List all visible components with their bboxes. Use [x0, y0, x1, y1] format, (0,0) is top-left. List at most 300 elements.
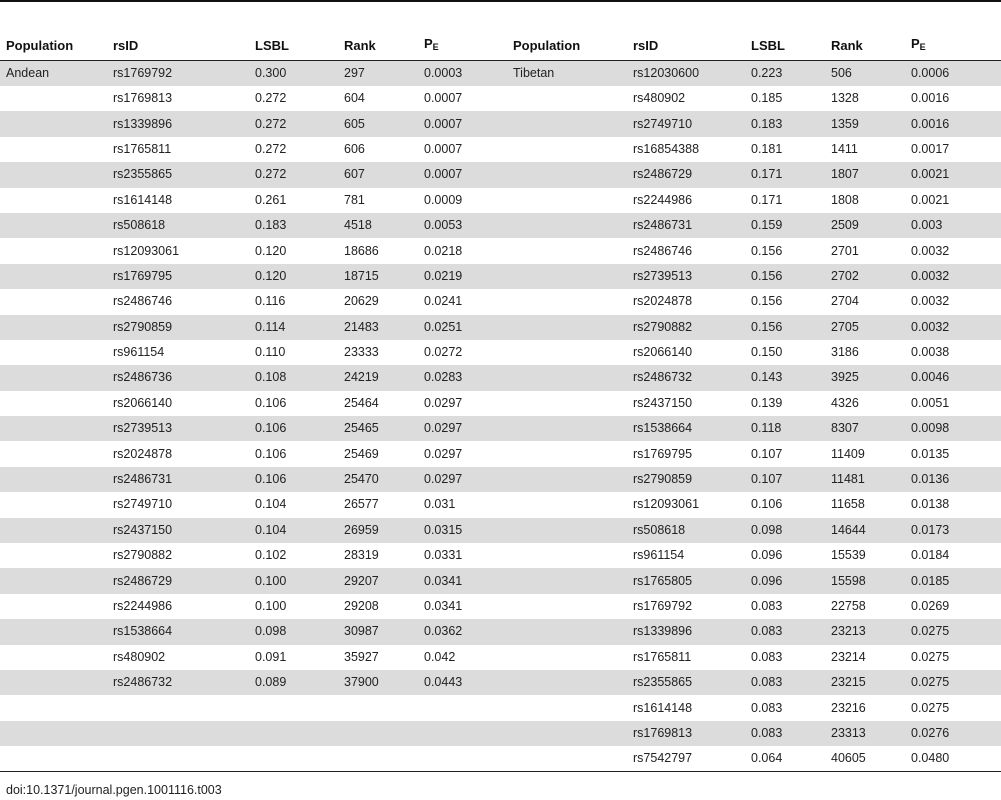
cell-andean-rsid: rs1339896 [107, 111, 249, 136]
cell-andean-population [0, 340, 107, 365]
cell-tibetan-rank: 11409 [831, 446, 865, 461]
cell-andean-lsbl: 0.300 [249, 61, 338, 87]
cell-tibetan-rsid: rs2437150 [633, 395, 693, 410]
cell-tibetan-rank: 14644 [825, 518, 905, 543]
cell-tibetan-population [507, 213, 627, 238]
cell-andean-rank: 4518 [338, 213, 418, 238]
cell-tibetan-population [507, 441, 627, 466]
cell-tibetan-rank: 15598 [825, 568, 905, 593]
cell-andean-pe: 0.0297 [418, 467, 507, 492]
cell-tibetan-rank: 2704 [831, 294, 859, 309]
cell-tibetan-population [507, 568, 627, 593]
cell-tibetan-lsbl: 0.156 [745, 264, 825, 289]
cell-andean-population [0, 137, 107, 162]
cell-tibetan-rank: 40605 [831, 751, 866, 766]
cell-andean-population [0, 518, 107, 543]
cell-tibetan-rank: 2701 [831, 243, 859, 258]
cell-andean-pe: 0.0007 [424, 91, 463, 106]
cell-tibetan-rsid: rs2790859 [627, 467, 745, 492]
header-pe-andean [418, 31, 507, 61]
cell-andean-rsid: rs2486746 [113, 294, 173, 309]
cell-andean-population [0, 111, 107, 136]
cell-andean-rank: 29207 [338, 568, 418, 593]
cell-andean-pe: 0.0341 [424, 599, 463, 613]
cell-andean-pe: 0.0297 [424, 395, 463, 410]
cell-tibetan-lsbl: 0.107 [751, 446, 783, 461]
cell-tibetan-lsbl: 0.083 [751, 700, 783, 715]
cell-tibetan-lsbl: 0.150 [751, 345, 783, 360]
cell-tibetan-rank: 4326 [831, 395, 859, 410]
cell-andean-rank: 18715 [338, 264, 418, 289]
cell-andean-rank [338, 721, 418, 746]
cell-andean-pe [418, 721, 507, 746]
cell-andean-population [0, 264, 107, 289]
cell-andean-pe: 0.0007 [418, 111, 507, 136]
cell-tibetan-population [507, 365, 627, 390]
cell-andean-rsid [107, 695, 249, 720]
cell-tibetan-pe: 0.0017 [911, 141, 950, 156]
cell-andean-rank: 25465 [338, 416, 418, 441]
cell-andean-rank: 18686 [344, 243, 379, 258]
cell-tibetan-rsid: rs508618 [627, 518, 745, 543]
header-population-andean: Population [6, 38, 74, 53]
cell-andean-lsbl: 0.110 [255, 345, 286, 360]
cell-tibetan-rsid: rs961154 [633, 548, 685, 563]
table-row [0, 619, 1001, 644]
cell-andean-lsbl: 0.104 [249, 518, 338, 543]
cell-andean-pe: 0.0003 [418, 61, 507, 87]
cell-andean-pe [418, 695, 507, 720]
cell-andean-rsid: rs1769813 [113, 91, 173, 106]
cell-andean-population [0, 467, 107, 492]
cell-tibetan-population [507, 645, 627, 670]
table-row [0, 137, 1001, 162]
cell-andean-population [0, 441, 107, 466]
cell-andean-population [0, 238, 107, 263]
cell-andean-population [0, 619, 107, 644]
cell-tibetan-rsid: rs2739513 [627, 264, 745, 289]
cell-tibetan-rsid: rs2486729 [627, 162, 745, 187]
cell-andean-pe: 0.0331 [424, 548, 463, 563]
cell-tibetan-rank: 2702 [825, 264, 905, 289]
cell-andean-rsid: rs480902 [113, 649, 166, 664]
cell-tibetan-lsbl: 0.139 [751, 395, 783, 410]
cell-tibetan-rank: 15539 [831, 548, 866, 563]
cell-andean-pe: 0.042 [424, 649, 456, 664]
cell-tibetan-pe: 0.0275 [905, 619, 1001, 644]
cell-andean-rsid: rs1765811 [113, 141, 172, 156]
cell-tibetan-rank: 3925 [825, 365, 905, 390]
cell-andean-population [0, 416, 107, 441]
cell-tibetan-rsid: rs16854388 [633, 141, 700, 156]
cell-tibetan-rsid: rs2790882 [627, 315, 745, 340]
cell-tibetan-rsid: rs2024878 [633, 294, 693, 309]
cell-tibetan-rsid: rs1769795 [633, 446, 693, 461]
cell-tibetan-population [507, 162, 627, 187]
cell-andean-rsid: rs2739513 [107, 416, 249, 441]
cell-tibetan-population [507, 111, 627, 136]
cell-andean-lsbl: 0.183 [249, 213, 338, 238]
cell-andean-rsid: rs2244986 [113, 599, 173, 613]
cell-andean-lsbl: 0.106 [255, 395, 287, 410]
cell-tibetan-pe: 0.0098 [905, 416, 1001, 441]
cell-andean-lsbl: 0.091 [255, 649, 287, 664]
cell-andean-population [0, 365, 107, 390]
cell-tibetan-pe: 0.0006 [905, 61, 1001, 87]
cell-tibetan-rsid: rs1538664 [627, 416, 745, 441]
cell-tibetan-population [507, 315, 627, 340]
header-lsbl-tibetan: LSBL [751, 38, 785, 53]
table-row [0, 416, 1001, 441]
cell-andean-lsbl: 0.114 [249, 315, 338, 340]
cell-andean-pe: 0.0241 [424, 294, 463, 309]
cell-tibetan-population [507, 670, 627, 695]
header-rank-andean: Rank [344, 38, 376, 53]
header-rsid-andean: rsID [113, 38, 139, 53]
cell-tibetan-population [507, 467, 627, 492]
cell-tibetan-rank: 23215 [825, 670, 905, 695]
table-row [0, 391, 1001, 416]
cell-tibetan-pe: 0.0275 [905, 670, 1001, 695]
cell-tibetan-rank: 11481 [825, 467, 905, 492]
cell-tibetan-population [507, 492, 627, 517]
cell-andean-population [0, 695, 107, 720]
cell-tibetan-lsbl: 0.083 [751, 649, 783, 664]
cell-andean-rsid: rs2066140 [113, 395, 173, 410]
cell-tibetan-lsbl: 0.083 [745, 619, 825, 644]
cell-tibetan-lsbl: 0.156 [751, 294, 783, 309]
table-row [0, 315, 1001, 340]
cell-tibetan-lsbl: 0.096 [751, 548, 783, 563]
table-row [0, 86, 1001, 111]
table-row [0, 670, 1001, 695]
cell-andean-rsid [107, 746, 249, 771]
top-rule [0, 0, 1001, 2]
cell-tibetan-lsbl: 0.223 [745, 61, 825, 87]
cell-tibetan-rsid: rs2486731 [627, 213, 745, 238]
cell-tibetan-rsid: rs480902 [633, 91, 686, 106]
cell-andean-pe: 0.0251 [418, 315, 507, 340]
cell-andean-lsbl: 0.120 [249, 264, 338, 289]
cell-andean-rank: 604 [344, 91, 365, 106]
cell-tibetan-rsid: rs1769813 [627, 721, 745, 746]
cell-andean-rsid: rs2790882 [113, 548, 173, 563]
cell-andean-rsid: rs508618 [107, 213, 249, 238]
cell-andean-rank: 297 [338, 61, 418, 87]
cell-tibetan-pe: 0.0021 [911, 192, 950, 207]
cell-andean-pe: 0.0443 [418, 670, 507, 695]
table-row [0, 61, 1001, 87]
cell-andean-rsid: rs2749710 [113, 497, 173, 512]
cell-andean-pe: 0.0007 [424, 141, 463, 156]
cell-andean-pe: 0.0315 [418, 518, 507, 543]
table-row [0, 721, 1001, 746]
cell-tibetan-lsbl: 0.083 [745, 721, 825, 746]
cell-tibetan-rsid: rs2066140 [633, 345, 693, 360]
cell-andean-lsbl: 0.106 [249, 467, 338, 492]
cell-tibetan-pe: 0.0046 [905, 365, 1001, 390]
cell-tibetan-pe: 0.0016 [905, 111, 1001, 136]
cell-tibetan-rank: 1808 [831, 192, 859, 207]
cell-andean-population [0, 162, 107, 187]
cell-tibetan-population [507, 86, 627, 111]
cell-andean-pe: 0.0218 [424, 243, 463, 258]
header-row [0, 31, 1001, 61]
cell-tibetan-population [507, 619, 627, 644]
cell-tibetan-pe: 0.0185 [905, 568, 1001, 593]
cell-tibetan-population [507, 594, 627, 619]
cell-andean-lsbl: 0.272 [249, 111, 338, 136]
cell-tibetan-rsid: rs1339896 [627, 619, 745, 644]
cell-tibetan-rank: 23216 [831, 700, 866, 715]
cell-tibetan-lsbl: 0.183 [745, 111, 825, 136]
cell-andean-population [0, 543, 107, 568]
doi-caption: doi:10.1371/journal.pgen.1001116.t003 [6, 783, 222, 797]
table-row [0, 188, 1001, 213]
cell-tibetan-lsbl: 0.083 [745, 670, 825, 695]
cell-andean-rank: 23333 [344, 345, 379, 360]
cell-andean-population [0, 492, 107, 517]
cell-andean-pe: 0.031 [424, 497, 456, 512]
cell-tibetan-pe: 0.0135 [911, 446, 950, 461]
table-row [0, 695, 1001, 720]
cell-andean-pe [418, 746, 507, 771]
cell-tibetan-population [507, 695, 627, 720]
cell-tibetan-rank: 2509 [825, 213, 905, 238]
cell-andean-pe: 0.0283 [418, 365, 507, 390]
cell-andean-rsid: rs2355865 [107, 162, 249, 187]
cell-tibetan-rank: 1328 [831, 91, 859, 106]
cell-tibetan-rsid: rs1769792 [633, 599, 693, 613]
cell-andean-rank: 781 [344, 192, 365, 207]
cell-tibetan-pe: 0.0275 [911, 649, 950, 664]
cell-andean-lsbl: 0.102 [255, 548, 287, 563]
cell-tibetan-lsbl: 0.083 [751, 599, 783, 613]
cell-andean-lsbl: 0.272 [255, 141, 287, 156]
cell-andean-lsbl: 0.104 [255, 497, 287, 512]
cell-tibetan-lsbl: 0.171 [745, 162, 825, 187]
cell-tibetan-rank: 1807 [825, 162, 905, 187]
cell-andean-lsbl: 0.108 [249, 365, 338, 390]
table-row [0, 213, 1001, 238]
cell-andean-rank: 24219 [338, 365, 418, 390]
header-rsid-tibetan: rsID [633, 38, 659, 53]
cell-andean-lsbl: 0.272 [255, 91, 287, 106]
cell-tibetan-pe: 0.0138 [911, 497, 950, 512]
cell-andean-population [0, 645, 107, 670]
cell-andean-population [0, 391, 107, 416]
cell-tibetan-pe: 0.0136 [905, 467, 1001, 492]
cell-andean-pe: 0.0053 [418, 213, 507, 238]
cell-andean-population [0, 670, 107, 695]
cell-andean-rank: 605 [338, 111, 418, 136]
cell-tibetan-population [507, 721, 627, 746]
cell-andean-rank: 26959 [338, 518, 418, 543]
table-row [0, 238, 1001, 263]
header-population-tibetan: Population [513, 38, 581, 53]
cell-tibetan-rank: 23214 [831, 649, 866, 664]
cell-andean-lsbl: 0.100 [249, 568, 338, 593]
table-row [0, 264, 1001, 289]
header-pe-sub: E [432, 42, 439, 52]
cell-tibetan-pe: 0.003 [905, 213, 1001, 238]
cell-andean-rank: 28319 [344, 548, 379, 563]
cell-andean-population [0, 315, 107, 340]
cell-tibetan-pe: 0.0184 [911, 548, 950, 563]
cell-andean-rsid: rs2486736 [107, 365, 249, 390]
cell-andean-population [0, 213, 107, 238]
table-row [0, 492, 1001, 517]
cell-tibetan-pe: 0.0032 [911, 243, 950, 258]
table-header [0, 31, 1001, 61]
table-row [0, 594, 1001, 619]
cell-andean-rsid: rs2486732 [107, 670, 249, 695]
cell-tibetan-rank: 3186 [831, 345, 859, 360]
cell-tibetan-population [507, 238, 627, 263]
cell-andean-rank: 25464 [344, 395, 379, 410]
cell-andean-rank [338, 746, 418, 771]
cell-tibetan-rsid: rs12093061 [633, 497, 700, 512]
cell-tibetan-rank: 506 [825, 61, 905, 87]
cell-tibetan-rsid: rs2486746 [633, 243, 693, 258]
cell-tibetan-lsbl: 0.181 [751, 141, 783, 156]
cell-tibetan-rsid: rs2355865 [627, 670, 745, 695]
cell-andean-lsbl: 0.089 [249, 670, 338, 695]
cell-andean-rsid: rs12093061 [113, 243, 180, 258]
cell-andean-rsid: rs2437150 [107, 518, 249, 543]
header-rank-tibetan: Rank [831, 38, 863, 53]
cell-tibetan-lsbl: 0.118 [745, 416, 825, 441]
cell-tibetan-population [507, 416, 627, 441]
cell-tibetan-rsid: rs2244986 [633, 192, 693, 207]
cell-tibetan-rank: 23213 [825, 619, 905, 644]
cell-tibetan-rank: 22758 [831, 599, 866, 613]
cell-andean-rsid: rs2024878 [113, 446, 173, 461]
cell-tibetan-population [507, 188, 627, 213]
cell-tibetan-pe: 0.0480 [911, 751, 950, 766]
cell-tibetan-population [507, 391, 627, 416]
cell-andean-population [0, 746, 107, 771]
cell-andean-pe: 0.0009 [424, 192, 463, 207]
cell-tibetan-rsid: rs7542797 [633, 751, 693, 766]
cell-andean-rank [338, 695, 418, 720]
cell-andean-rank: 35927 [344, 649, 379, 664]
cell-tibetan-rsid: rs2486732 [627, 365, 745, 390]
cell-tibetan-pe: 0.0269 [911, 599, 950, 613]
cell-andean-population [0, 721, 107, 746]
cell-andean-lsbl: 0.272 [249, 162, 338, 187]
cell-andean-rsid: rs1769795 [107, 264, 249, 289]
cell-andean-lsbl [249, 695, 338, 720]
cell-andean-lsbl: 0.120 [255, 243, 287, 258]
cell-andean-pe: 0.0297 [424, 446, 463, 461]
cell-andean-pe: 0.0007 [418, 162, 507, 187]
cell-tibetan-population [507, 289, 627, 314]
header-lsbl-andean: LSBL [255, 38, 289, 53]
cell-tibetan-rsid: rs1614148 [633, 700, 693, 715]
cell-tibetan-lsbl: 0.143 [745, 365, 825, 390]
cell-andean-rsid: rs1769792 [107, 61, 249, 87]
cell-tibetan-pe: 0.0032 [905, 315, 1001, 340]
cell-tibetan-lsbl: 0.096 [745, 568, 825, 593]
header-pe-main: P [911, 36, 920, 51]
cell-tibetan-lsbl: 0.064 [751, 751, 783, 766]
cell-andean-population [0, 188, 107, 213]
cell-andean-rank: 606 [344, 141, 365, 156]
cell-tibetan-population: Tibetan [507, 61, 627, 87]
cell-andean-lsbl: 0.106 [255, 446, 287, 461]
table-row [0, 645, 1001, 670]
cell-tibetan-rank: 8307 [825, 416, 905, 441]
cell-andean-lsbl [249, 721, 338, 746]
cell-andean-lsbl: 0.261 [255, 192, 287, 207]
cell-tibetan-population [507, 137, 627, 162]
table-row [0, 441, 1001, 466]
cell-andean-lsbl: 0.106 [249, 416, 338, 441]
cell-andean-rsid: rs2790859 [107, 315, 249, 340]
cell-tibetan-rank: 2705 [825, 315, 905, 340]
cell-andean-population [0, 594, 107, 619]
table-body [0, 61, 1001, 772]
header-pe-tibetan [905, 31, 1001, 61]
table-row [0, 340, 1001, 365]
cell-andean-pe: 0.0341 [418, 568, 507, 593]
table-row [0, 289, 1001, 314]
table-row [0, 543, 1001, 568]
cell-tibetan-pe: 0.0038 [911, 345, 950, 360]
table-row [0, 162, 1001, 187]
lsbl-table [0, 31, 1001, 772]
cell-andean-rank: 26577 [344, 497, 379, 512]
cell-tibetan-pe: 0.0016 [911, 91, 950, 106]
table-row [0, 467, 1001, 492]
table-row [0, 568, 1001, 593]
cell-andean-pe: 0.0362 [418, 619, 507, 644]
cell-tibetan-rsid: rs1765805 [627, 568, 745, 593]
header-pe-main: P [424, 36, 433, 51]
cell-andean-rsid: rs961154 [113, 345, 165, 360]
table-row [0, 365, 1001, 390]
cell-tibetan-lsbl: 0.106 [751, 497, 783, 512]
cell-tibetan-rsid: rs12030600 [627, 61, 745, 87]
cell-tibetan-population [507, 264, 627, 289]
cell-tibetan-lsbl: 0.156 [751, 243, 783, 258]
cell-tibetan-rsid: rs2749710 [627, 111, 745, 136]
cell-andean-rank: 25469 [344, 446, 379, 461]
cell-tibetan-population [507, 518, 627, 543]
cell-andean-lsbl [249, 746, 338, 771]
table-row [0, 746, 1001, 771]
cell-tibetan-pe: 0.0173 [905, 518, 1001, 543]
cell-andean-pe: 0.0219 [418, 264, 507, 289]
cell-andean-lsbl: 0.098 [249, 619, 338, 644]
table-row [0, 111, 1001, 136]
cell-tibetan-pe: 0.0032 [911, 294, 950, 309]
cell-tibetan-rank: 1359 [825, 111, 905, 136]
cell-andean-pe: 0.0297 [418, 416, 507, 441]
cell-andean-rank: 29208 [344, 599, 379, 613]
cell-andean-rank: 607 [338, 162, 418, 187]
cell-andean-rsid [107, 721, 249, 746]
table-row [0, 518, 1001, 543]
cell-tibetan-rank: 11658 [831, 497, 865, 512]
cell-tibetan-pe: 0.0032 [905, 264, 1001, 289]
cell-tibetan-pe: 0.0275 [911, 700, 950, 715]
cell-tibetan-lsbl: 0.098 [745, 518, 825, 543]
cell-tibetan-pe: 0.0051 [911, 395, 950, 410]
cell-tibetan-lsbl: 0.107 [745, 467, 825, 492]
cell-tibetan-population [507, 746, 627, 771]
